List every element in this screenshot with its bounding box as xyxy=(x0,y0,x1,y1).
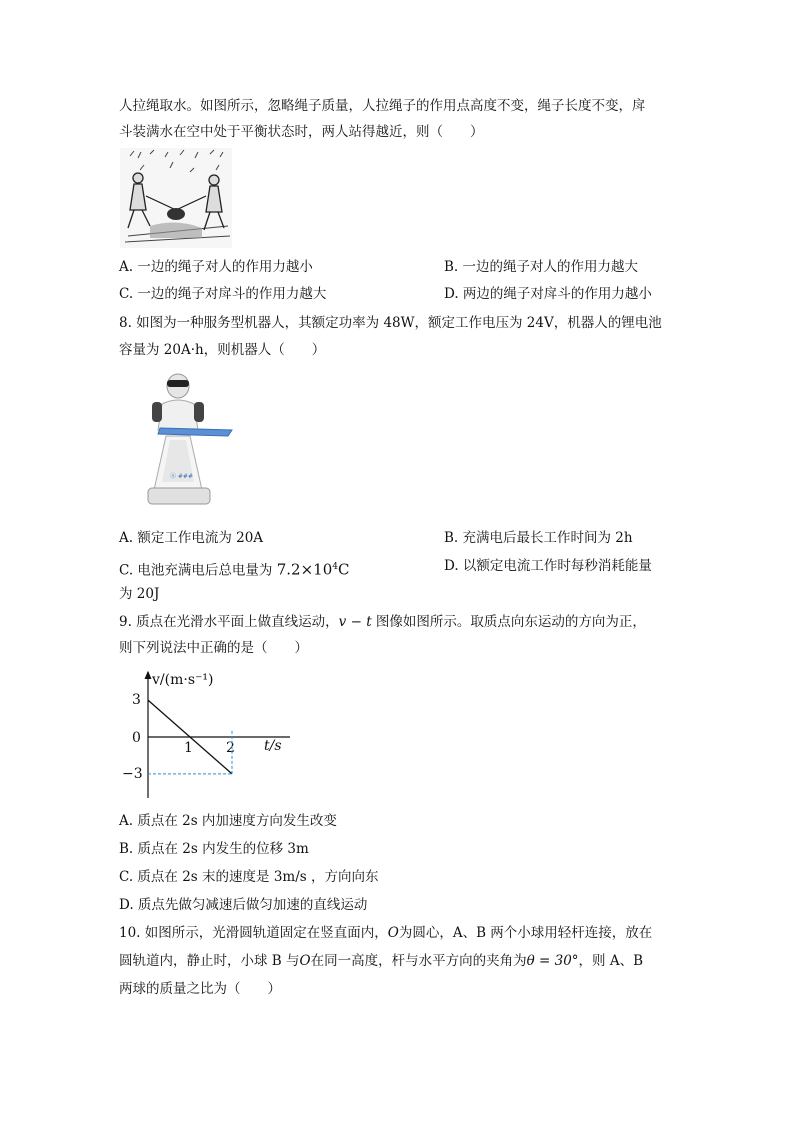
q8-option-c-exponent: 4 xyxy=(332,562,338,572)
q10-stem-line2 xyxy=(119,951,643,971)
q7-woodcut-illustration xyxy=(120,148,232,248)
q7-option-c: C. 一边的绳子对戽斗的作用力越大 xyxy=(119,286,327,302)
x-tick-1: 1 xyxy=(184,740,193,756)
q8-stem-line2: 容量为 20A·h，则机器人（ ） xyxy=(119,342,326,358)
q8-option-d-line2: 为 20J xyxy=(119,586,160,602)
q8-option-b: B. 充满电后最长工作时间为 2h xyxy=(444,530,633,546)
y-axis-label: v/(m·s⁻¹) xyxy=(152,672,214,688)
q10-o-symbol-1: O xyxy=(387,925,399,941)
q9-stem-part1: 9. 质点在光滑水平面上做直线运动， xyxy=(119,614,339,630)
q9-option-c: C. 质点在 2s 末的速度是 3m/s ，方向向东 xyxy=(119,869,379,885)
robot-badge-text: Ⓢ ### xyxy=(170,473,193,480)
q10-o-symbol-2: O xyxy=(299,953,311,969)
q8-option-c xyxy=(119,557,349,581)
q9-vt-graph xyxy=(118,664,298,804)
q9-stem-line1 xyxy=(119,612,646,632)
q10-stem-line3: 两球的质量之比为（ ） xyxy=(119,981,281,997)
q10-part5: ，则 A、B xyxy=(578,953,644,969)
q9-option-a: A. 质点在 2s 内加速度方向发生改变 xyxy=(119,813,337,829)
q10-part2: 为圆心，A、B 两个小球用轻杆连接，放在 xyxy=(398,925,653,941)
q7-option-d: D. 两边的绳子对戽斗的作用力越小 xyxy=(444,286,652,302)
y-tick-neg3: −3 xyxy=(122,766,143,782)
q10-part1: 10. 如图所示，光滑圆轨道固定在竖直面内， xyxy=(119,925,388,941)
q9-option-b: B. 质点在 2s 内发生的位移 3m xyxy=(119,841,309,857)
q9-option-d: D. 质点先做匀减速后做匀加速的直线运动 xyxy=(119,897,368,913)
q9-stem-part2: 图像如图所示。取质点向东运动的方向为正， xyxy=(371,614,646,630)
q9-stem-line2: 则下列说法中正确的是（ ） xyxy=(119,640,308,656)
q10-theta: θ = 30° xyxy=(526,953,579,969)
q8-service-robot-photo xyxy=(140,370,240,512)
q8-option-c-unit: C xyxy=(337,560,350,579)
x-axis-label: t/s xyxy=(264,738,282,754)
y-tick-0: 0 xyxy=(132,730,141,746)
q10-part3: 圆轨道内，静止时，小球 B 与 xyxy=(119,953,300,969)
q10-part4: 在同一高度，杆与水平方向的夹角为 xyxy=(310,953,527,969)
q8-option-d-line1: D. 以额定电流工作时每秒消耗能量 xyxy=(444,558,652,574)
q7-option-a: A. 一边的绳子对人的作用力越小 xyxy=(119,259,313,275)
q9-stem-math: v − t xyxy=(338,614,372,630)
q8-stem-line1: 8. 如图为一种服务型机器人，其额定功率为 48W，额定工作电压为 24V，机器人的锂电池 xyxy=(119,315,662,331)
q8-option-c-value: 7.2×10 xyxy=(276,560,333,579)
q7-option-b: B. 一边的绳子对人的作用力越大 xyxy=(444,259,639,275)
q7-stem-line1: 人拉绳取水。如图所示，忽略绳子质量，人拉绳子的作用点高度不变，绳子长度不变，戽 xyxy=(119,98,646,114)
x-tick-2: 2 xyxy=(226,740,235,756)
q8-option-a: A. 额定工作电流为 20A xyxy=(119,530,264,546)
q7-stem-line2: 斗装满水在空中处于平衡状态时，两人站得越近，则（ ） xyxy=(119,124,484,140)
y-tick-3: 3 xyxy=(132,692,141,708)
q8-option-c-text: C. 电池充满电后总电量为 xyxy=(119,562,273,579)
q10-stem-line1 xyxy=(119,923,652,943)
